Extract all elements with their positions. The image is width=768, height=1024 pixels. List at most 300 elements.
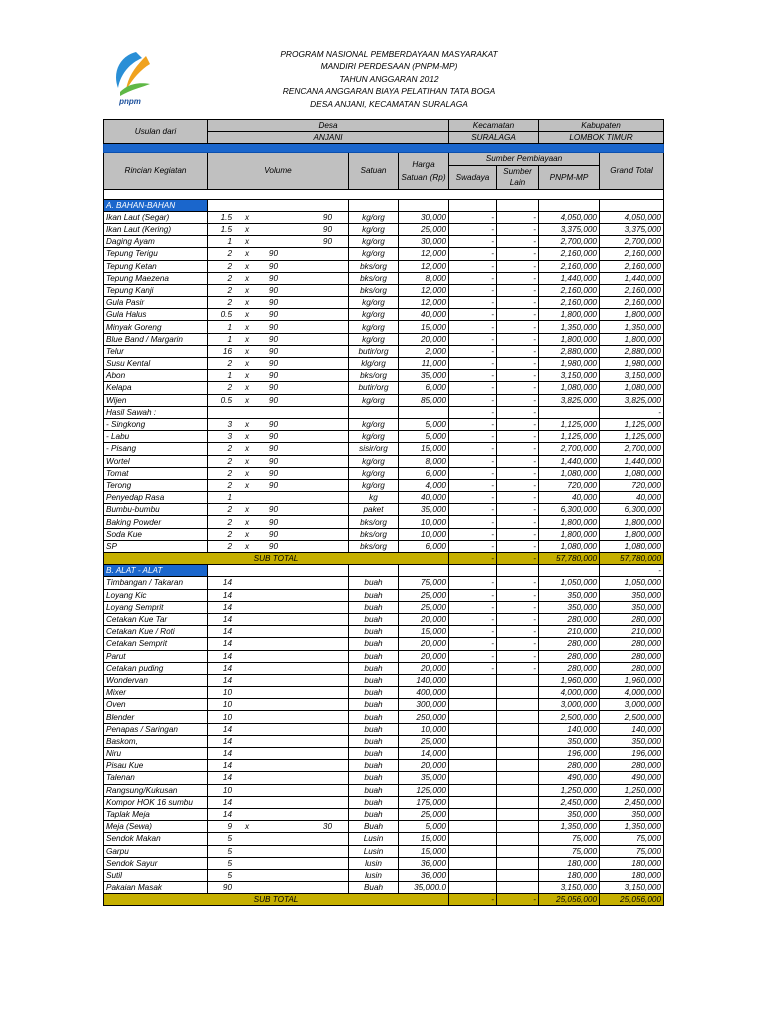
volume-times: x — [244, 249, 250, 259]
table-row — [104, 626, 664, 638]
unit-price-cell: 35,000.0 — [399, 882, 449, 894]
volume-days: 90 — [268, 249, 278, 259]
item-name: Parut — [104, 650, 208, 662]
unit-price-cell: 14,000 — [399, 748, 449, 760]
sumber-lain-cell: - — [497, 492, 539, 504]
empty-cell — [449, 199, 497, 211]
volume-days: 90 — [268, 346, 278, 356]
item-name: Sendok Makan — [104, 833, 208, 845]
pnpm-cell: 3,150,000 — [539, 882, 600, 894]
pnpm-cell: 350,000 — [539, 735, 600, 747]
item-name: Daging Ayam — [104, 236, 208, 248]
unit-cell: bks/org — [349, 260, 399, 272]
grand-total-cell: 280,000 — [600, 638, 664, 650]
unit-price-cell: 85,000 — [399, 394, 449, 406]
volume-days: 90 — [322, 212, 332, 222]
unit-cell: kg/org — [349, 248, 399, 260]
swadaya-cell — [449, 760, 497, 772]
sumber-lain-cell: - — [497, 613, 539, 625]
unit-price-cell: 35,000 — [399, 370, 449, 382]
swadaya-cell — [449, 735, 497, 747]
info-row-labels — [104, 120, 664, 132]
grand-total-cell: 3,825,000 — [600, 394, 664, 406]
empty-cell — [539, 199, 600, 211]
volume-times: x — [244, 383, 250, 393]
unit-cell: kg/org — [349, 418, 399, 430]
grand-total-cell: 2,160,000 — [600, 260, 664, 272]
item-name: Loyang Semprit — [104, 601, 208, 613]
sumber-lain-cell: - — [497, 589, 539, 601]
table-row — [104, 674, 664, 686]
unit-cell: klg/org — [349, 358, 399, 370]
swadaya-cell: - — [449, 528, 497, 540]
volume-qty: 14 — [222, 590, 232, 600]
item-name: Susu Kental — [104, 358, 208, 370]
unit-cell: bks/org — [349, 370, 399, 382]
volume-days: 90 — [268, 371, 278, 381]
col-harga — [399, 153, 449, 189]
pnpm-cell: 2,160,000 — [539, 284, 600, 296]
unit-cell: butir/org — [349, 382, 399, 394]
swadaya-cell: - — [449, 638, 497, 650]
unit-cell: butir/org — [349, 345, 399, 357]
volume-cell — [208, 784, 349, 796]
pnpm-cell: 75,000 — [539, 833, 600, 845]
unit-price-cell: 25,000 — [399, 735, 449, 747]
pnpm-cell: 1,125,000 — [539, 418, 600, 430]
table-row — [104, 760, 664, 772]
item-name: Wortel — [104, 455, 208, 467]
sumber-lain-cell: - — [497, 370, 539, 382]
pnpm-cell: 3,150,000 — [539, 370, 600, 382]
volume-cell — [208, 662, 349, 674]
volume-cell — [208, 845, 349, 857]
volume-cell — [208, 223, 349, 235]
volume-qty: 14 — [222, 810, 232, 820]
unit-price-cell: 12,000 — [399, 284, 449, 296]
unit-price-cell: 35,000 — [399, 772, 449, 784]
volume-times: x — [244, 371, 250, 381]
swadaya-cell: - — [449, 613, 497, 625]
unit-cell: paket — [349, 504, 399, 516]
swadaya-cell — [449, 882, 497, 894]
grand-total-cell: 1,080,000 — [600, 467, 664, 479]
budget-table-body — [104, 120, 664, 906]
table-row — [104, 833, 664, 845]
swadaya-cell — [449, 784, 497, 796]
table-row — [104, 699, 664, 711]
kecamatan-label: Kecamatan — [449, 120, 539, 132]
unit-cell: kg/org — [349, 467, 399, 479]
volume-cell — [208, 504, 349, 516]
swadaya-cell — [449, 699, 497, 711]
item-name: Timbangan / Takaran — [104, 577, 208, 589]
table-row — [104, 821, 664, 833]
volume-cell — [208, 248, 349, 260]
sumber-lain-cell — [497, 772, 539, 784]
sumber-lain-cell: - — [497, 443, 539, 455]
unit-cell: Buah — [349, 882, 399, 894]
pnpm-cell: 1,350,000 — [539, 821, 600, 833]
pnpm-cell — [539, 406, 600, 418]
section-title: B. ALAT - ALAT — [104, 565, 208, 577]
volume-qty: 10 — [222, 712, 232, 722]
swadaya-cell — [449, 687, 497, 699]
item-name: Ikan Laut (Kering) — [104, 223, 208, 235]
swadaya-cell: - — [449, 626, 497, 638]
volume-days: 90 — [268, 322, 278, 332]
item-name: Rangsung/Kukusan — [104, 784, 208, 796]
unit-price-cell: 25,000 — [399, 223, 449, 235]
unit-price-cell: 175,000 — [399, 796, 449, 808]
unit-cell: kg — [349, 492, 399, 504]
unit-cell: Lusin — [349, 833, 399, 845]
table-row — [104, 601, 664, 613]
volume-cell — [208, 418, 349, 430]
volume-days: 90 — [268, 334, 278, 344]
volume-cell — [208, 882, 349, 894]
pnpm-cell: 2,880,000 — [539, 345, 600, 357]
table-row — [104, 443, 664, 455]
volume-times: x — [244, 261, 250, 271]
volume-times: x — [244, 273, 250, 283]
unit-price-cell: 10,000 — [399, 723, 449, 735]
sumber-lain-cell: - — [497, 662, 539, 674]
pnpm-cell: 1,440,000 — [539, 455, 600, 467]
usulan-label: Usulan dari — [104, 120, 208, 144]
table-row — [104, 772, 664, 784]
unit-price-cell: 250,000 — [399, 711, 449, 723]
unit-price-cell: 40,000 — [399, 492, 449, 504]
sumber-lain-cell — [497, 711, 539, 723]
swadaya-cell: - — [449, 492, 497, 504]
grand-total-cell: 1,125,000 — [600, 431, 664, 443]
volume-cell — [208, 358, 349, 370]
table-row — [104, 723, 664, 735]
sumber-lain-cell — [497, 869, 539, 881]
volume-qty: 14 — [222, 773, 232, 783]
item-name: SP — [104, 540, 208, 552]
volume-qty: 5 — [227, 834, 232, 844]
unit-cell: buah — [349, 760, 399, 772]
volume-qty: 2 — [227, 249, 232, 259]
table-row — [104, 382, 664, 394]
grand-total-cell: 1,800,000 — [600, 309, 664, 321]
volume-times: x — [244, 822, 250, 832]
volume-cell — [208, 674, 349, 686]
swadaya-cell: - — [449, 455, 497, 467]
unit-price-cell: 15,000 — [399, 321, 449, 333]
swadaya-cell — [449, 748, 497, 760]
sumber-lain-cell: - — [497, 284, 539, 296]
item-name: Taplak Meja — [104, 808, 208, 820]
sumber-lain-cell — [497, 808, 539, 820]
table-row — [104, 394, 664, 406]
swadaya-cell: - — [449, 370, 497, 382]
unit-cell — [349, 406, 399, 418]
header-line-location: DESA ANJANI, KECAMATAN SURALAGA — [310, 98, 468, 109]
unit-price-cell: 8,000 — [399, 455, 449, 467]
item-name: Wijen — [104, 394, 208, 406]
item-name: Gula Halus — [104, 309, 208, 321]
pnpm-cell: 75,000 — [539, 845, 600, 857]
unit-price-cell: 36,000 — [399, 869, 449, 881]
logo-swoosh-green — [120, 83, 150, 96]
unit-price-cell: 5,000 — [399, 431, 449, 443]
desa-value: ANJANI — [208, 132, 449, 144]
pnpm-cell: 210,000 — [539, 626, 600, 638]
grand-total-cell: 3,150,000 — [600, 882, 664, 894]
sumber-lain-cell: - — [497, 211, 539, 223]
unit-cell: buah — [349, 662, 399, 674]
item-name: Gula Pasir — [104, 297, 208, 309]
col-sumber: Sumber Pembiayaan — [449, 153, 600, 165]
grand-total-cell: 4,050,000 — [600, 211, 664, 223]
unit-price-cell: 125,000 — [399, 784, 449, 796]
unit-price-cell: 6,000 — [399, 382, 449, 394]
sumber-lain-cell: - — [497, 321, 539, 333]
volume-cell — [208, 345, 349, 357]
swadaya-cell — [449, 869, 497, 881]
unit-price-cell: 2,000 — [399, 345, 449, 357]
item-name: Loyang Kic — [104, 589, 208, 601]
grand-total-cell: 1,080,000 — [600, 540, 664, 552]
pnpm-cell: 3,375,000 — [539, 223, 600, 235]
volume-cell — [208, 650, 349, 662]
swadaya-cell: - — [449, 236, 497, 248]
item-name: Garpu — [104, 845, 208, 857]
item-name: Mixer — [104, 687, 208, 699]
empty-cell — [497, 199, 539, 211]
logo-text: pnpm — [119, 97, 141, 106]
unit-cell: kg/org — [349, 333, 399, 345]
volume-cell — [208, 479, 349, 491]
grand-total-cell: 2,700,000 — [600, 236, 664, 248]
table-row — [104, 650, 664, 662]
swadaya-cell: - — [449, 272, 497, 284]
swadaya-cell: - — [449, 297, 497, 309]
volume-cell — [208, 492, 349, 504]
item-name: Ikan Laut (Segar) — [104, 211, 208, 223]
swadaya-cell: - — [449, 577, 497, 589]
pnpm-cell: 280,000 — [539, 613, 600, 625]
unit-price-cell: 400,000 — [399, 687, 449, 699]
volume-qty: 2 — [227, 359, 232, 369]
empty-cell — [349, 199, 399, 211]
item-name: Cetakan Kue Tar — [104, 613, 208, 625]
unit-price-cell: 8,000 — [399, 272, 449, 284]
swadaya-cell: - — [449, 601, 497, 613]
volume-cell — [208, 370, 349, 382]
volume-days: 90 — [268, 517, 278, 527]
volume-times: x — [244, 517, 250, 527]
volume-days: 90 — [268, 541, 278, 551]
budget-table — [103, 119, 664, 906]
volume-qty: 10 — [222, 785, 232, 795]
sumber-lain-cell: - — [497, 455, 539, 467]
pnpm-cell: 1,250,000 — [539, 784, 600, 796]
grand-total-cell: 280,000 — [600, 760, 664, 772]
unit-price-cell: 20,000 — [399, 662, 449, 674]
table-row — [104, 540, 664, 552]
swadaya-cell: - — [449, 309, 497, 321]
grand-total-cell: 350,000 — [600, 808, 664, 820]
swadaya-cell — [449, 857, 497, 869]
grand-total-cell: 1,050,000 — [600, 577, 664, 589]
swadaya-cell: - — [449, 662, 497, 674]
volume-qty: 3 — [227, 420, 232, 430]
unit-price-cell: 20,000 — [399, 333, 449, 345]
sumber-lain-cell — [497, 857, 539, 869]
grand-total-cell: 40,000 — [600, 492, 664, 504]
swadaya-cell: - — [449, 431, 497, 443]
pnpm-cell: 1,080,000 — [539, 467, 600, 479]
unit-price-cell: 20,000 — [399, 650, 449, 662]
volume-qty: 5 — [227, 870, 232, 880]
volume-days: 90 — [268, 529, 278, 539]
item-name: Terong — [104, 479, 208, 491]
grand-total-cell: 2,450,000 — [600, 796, 664, 808]
unit-price-cell: 15,000 — [399, 845, 449, 857]
table-row — [104, 735, 664, 747]
volume-cell — [208, 528, 349, 540]
subtotal-sumber-lain: - — [497, 553, 539, 565]
pnpm-cell: 720,000 — [539, 479, 600, 491]
section-header-row — [104, 199, 664, 211]
grand-total-cell: 2,700,000 — [600, 443, 664, 455]
grand-total-cell: 75,000 — [600, 845, 664, 857]
swadaya-cell: - — [449, 479, 497, 491]
empty-cell — [449, 565, 497, 577]
grand-total-cell: 2,160,000 — [600, 284, 664, 296]
swadaya-cell — [449, 833, 497, 845]
swadaya-cell: - — [449, 650, 497, 662]
unit-cell: buah — [349, 626, 399, 638]
volume-qty: 14 — [222, 639, 232, 649]
sumber-lain-cell — [497, 723, 539, 735]
item-name: Blue Band / Margarin — [104, 333, 208, 345]
volume-cell — [208, 516, 349, 528]
sumber-lain-cell: - — [497, 260, 539, 272]
volume-qty: 2 — [227, 505, 232, 515]
volume-qty: 2 — [227, 261, 232, 271]
volume-qty: 10 — [222, 700, 232, 710]
grand-total-cell: 2,500,000 — [600, 711, 664, 723]
table-row — [104, 845, 664, 857]
volume-days: 90 — [268, 456, 278, 466]
unit-price-cell: 20,000 — [399, 760, 449, 772]
volume-cell — [208, 601, 349, 613]
volume-qty: 3 — [227, 432, 232, 442]
table-row — [104, 272, 664, 284]
table-row — [104, 662, 664, 674]
pnpm-cell: 2,700,000 — [539, 236, 600, 248]
grand-total-cell: 140,000 — [600, 723, 664, 735]
col-harga-line2: Satuan (Rp) — [401, 172, 446, 182]
empty-cell — [497, 565, 539, 577]
pnpm-cell: 196,000 — [539, 748, 600, 760]
swadaya-cell — [449, 711, 497, 723]
swadaya-cell: - — [449, 321, 497, 333]
volume-days: 90 — [268, 261, 278, 271]
table-row — [104, 418, 664, 430]
table-row — [104, 321, 664, 333]
volume-cell — [208, 297, 349, 309]
volume-qty: 14 — [222, 615, 232, 625]
item-name: - Labu — [104, 431, 208, 443]
volume-times: x — [244, 468, 250, 478]
unit-price-cell: 40,000 — [399, 309, 449, 321]
unit-cell: kg/org — [349, 211, 399, 223]
pnpm-cell: 1,960,000 — [539, 674, 600, 686]
section-total-cell — [600, 199, 664, 211]
swadaya-cell — [449, 808, 497, 820]
table-row — [104, 223, 664, 235]
unit-price-cell: 25,000 — [399, 589, 449, 601]
table-row — [104, 358, 664, 370]
volume-qty: 14 — [222, 724, 232, 734]
volume-qty: 2 — [227, 444, 232, 454]
volume-times: x — [244, 285, 250, 295]
sumber-lain-cell: - — [497, 650, 539, 662]
volume-cell — [208, 760, 349, 772]
pnpm-cell: 1,980,000 — [539, 358, 600, 370]
grand-total-cell: 2,160,000 — [600, 248, 664, 260]
unit-price-cell: 6,000 — [399, 540, 449, 552]
section-header-row — [104, 565, 664, 577]
unit-cell: kg/org — [349, 394, 399, 406]
col-satuan: Satuan — [349, 153, 399, 189]
unit-cell: kg/org — [349, 297, 399, 309]
pnpm-cell: 1,800,000 — [539, 516, 600, 528]
unit-cell: buah — [349, 589, 399, 601]
grand-total-cell: 1,125,000 — [600, 418, 664, 430]
col-grand-total: Grand Total — [600, 153, 664, 189]
volume-qty: 2 — [227, 456, 232, 466]
unit-price-cell: 4,000 — [399, 479, 449, 491]
volume-times: x — [244, 541, 250, 551]
empty-cell — [208, 565, 349, 577]
unit-cell: lusin — [349, 869, 399, 881]
unit-cell: kg/org — [349, 479, 399, 491]
volume-cell — [208, 723, 349, 735]
item-name: - Singkong — [104, 418, 208, 430]
unit-cell: bks/org — [349, 516, 399, 528]
table-row — [104, 857, 664, 869]
unit-cell: buah — [349, 796, 399, 808]
unit-price-cell: 15,000 — [399, 626, 449, 638]
subtotal-label: SUB TOTAL — [104, 894, 449, 906]
grand-total-cell: 280,000 — [600, 613, 664, 625]
pnpm-cell: 1,800,000 — [539, 309, 600, 321]
volume-qty: 1 — [227, 493, 232, 503]
pnpm-logo — [106, 48, 154, 108]
unit-cell: buah — [349, 638, 399, 650]
swadaya-cell: - — [449, 406, 497, 418]
col-sumber-lain — [497, 165, 539, 189]
volume-cell — [208, 577, 349, 589]
pnpm-cell: 350,000 — [539, 601, 600, 613]
volume-cell — [208, 309, 349, 321]
grand-total-cell: - — [600, 406, 664, 418]
table-row — [104, 796, 664, 808]
grand-total-cell: 180,000 — [600, 857, 664, 869]
empty-cell — [399, 565, 449, 577]
sumber-lain-cell: - — [497, 236, 539, 248]
unit-price-cell: 75,000 — [399, 577, 449, 589]
subtotal-sumber-lain: - — [497, 894, 539, 906]
item-name: Blender — [104, 711, 208, 723]
